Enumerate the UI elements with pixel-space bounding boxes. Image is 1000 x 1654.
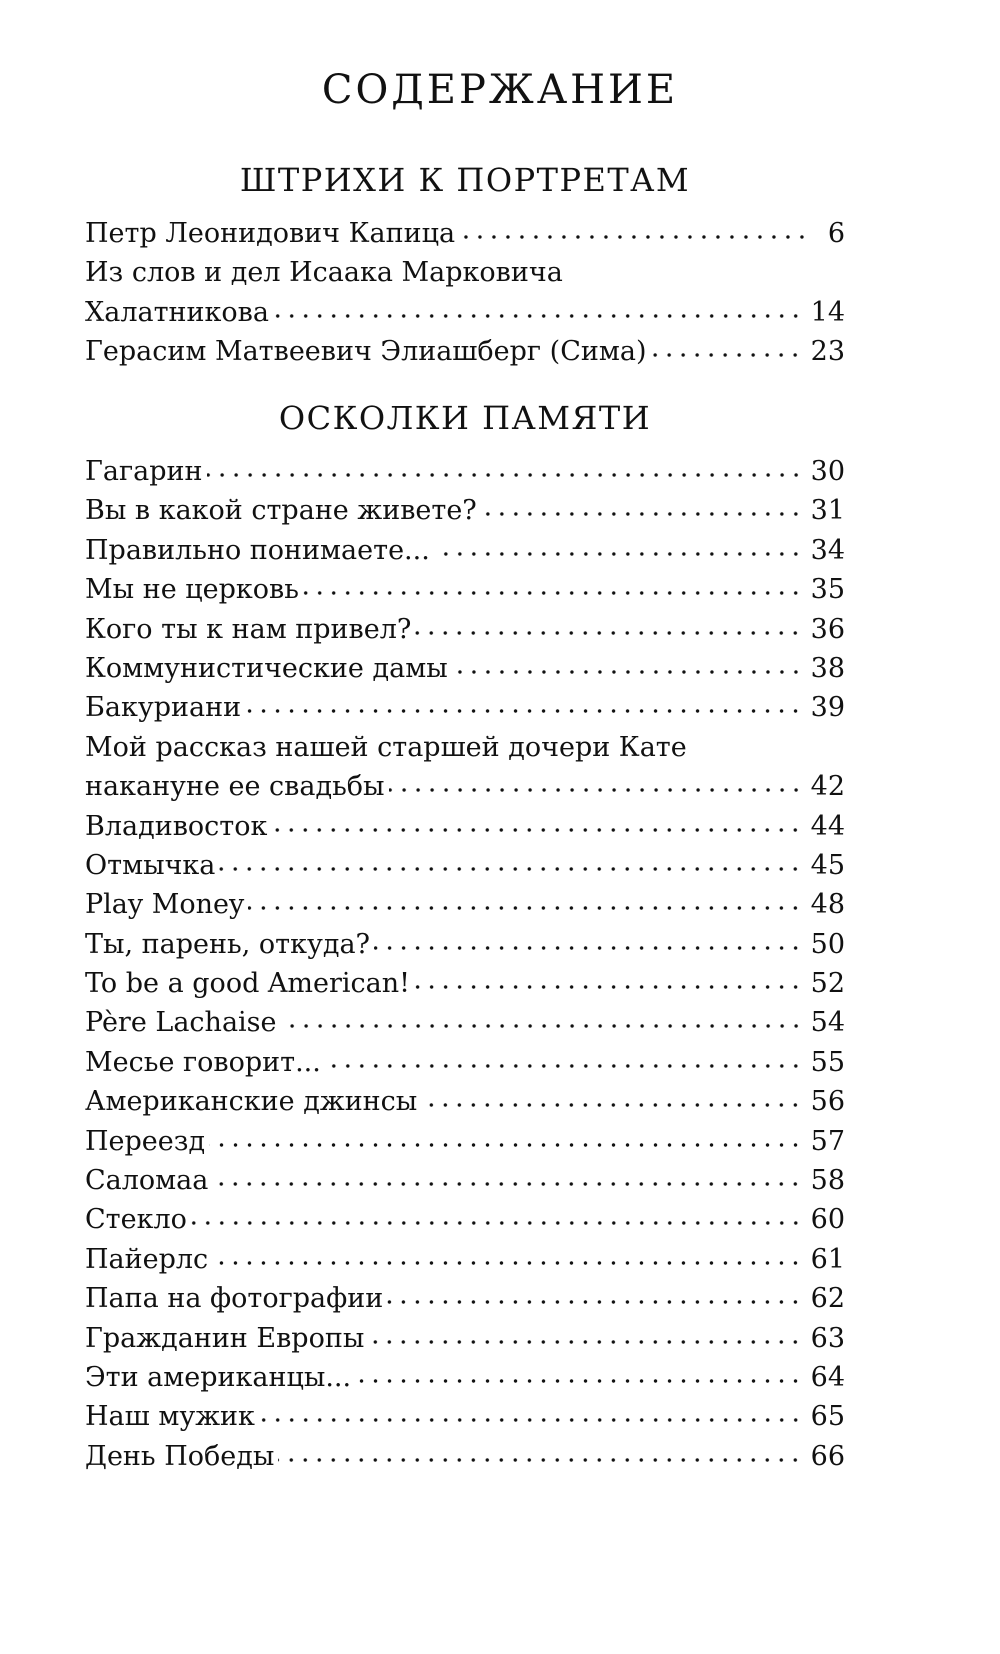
toc-entry[interactable] (85, 964, 845, 1003)
toc-entry[interactable] (85, 767, 845, 806)
toc-entry[interactable] (85, 1279, 845, 1318)
toc-entry[interactable] (85, 1200, 845, 1239)
toc-entry[interactable] (85, 1397, 845, 1436)
toc-entry-page-number: 54 (810, 1007, 845, 1039)
dot-leader (389, 787, 803, 793)
dot-leader (212, 1260, 802, 1266)
toc-entry-title: Эти американцы... (85, 1361, 352, 1393)
toc-entry-title: Наш мужик (85, 1401, 255, 1433)
toc-entry-page-number: 60 (810, 1204, 845, 1236)
toc-entry-title: Ты, парень, откуда? (85, 928, 371, 960)
toc-entry-title: Коммунистические дамы (85, 652, 448, 684)
toc-entry-page-number: 66 (810, 1440, 845, 1472)
toc-entry[interactable] (85, 570, 845, 609)
toc-entries (85, 214, 845, 372)
toc-entry-page-number: 42 (810, 771, 845, 803)
dot-leader (248, 905, 802, 911)
toc-entry[interactable] (85, 332, 845, 371)
dot-leader (414, 984, 803, 990)
dot-leader (415, 630, 802, 636)
toc-entry-title: Гагарин (85, 456, 203, 487)
dot-leader (452, 669, 803, 675)
toc-entry-page-number: 34 (810, 534, 845, 566)
toc-entry-page-number: 35 (810, 574, 845, 606)
toc-entry-title: накануне ее свадьбы (85, 771, 385, 803)
toc-entry[interactable] (85, 610, 845, 649)
toc-entry[interactable] (85, 885, 845, 924)
dot-leader (368, 1339, 802, 1345)
toc-entry-page-number: 36 (810, 613, 845, 645)
section-heading: ШТРИХИ К ПОРТРЕТАМ (239, 161, 691, 199)
toc-entry[interactable] (85, 1122, 845, 1161)
toc-entry-title: Из слов и дел Исаака Марковича (85, 257, 563, 289)
dot-leader (245, 708, 803, 714)
toc-entry-title: Play Money (85, 889, 245, 921)
toc-entry[interactable] (85, 531, 845, 570)
dot-leader (281, 1023, 803, 1029)
page-title: СОДЕРЖАНИЕ (321, 67, 679, 113)
dot-leader (481, 511, 803, 517)
toc-entry-page-number: 55 (810, 1046, 845, 1078)
toc-entry-title: Халатникова (85, 296, 269, 328)
toc-entry-title: Отмычка (85, 849, 216, 881)
toc-entry-title: Переезд (85, 1125, 206, 1157)
toc-entry-title-first-line[interactable] (85, 728, 845, 767)
dot-leader (271, 827, 802, 833)
toc-entry-title: Владивосток (85, 810, 268, 842)
toc-entry[interactable] (85, 688, 845, 727)
dot-leader (303, 590, 803, 596)
toc-entry-title: День Победы (85, 1440, 275, 1472)
toc-entry-page-number: 45 (810, 849, 845, 881)
dot-leader (219, 866, 802, 872)
toc-entry[interactable] (85, 1043, 845, 1082)
dot-leader (259, 1417, 803, 1423)
dot-leader (191, 1220, 803, 1226)
dot-leader (374, 945, 803, 951)
dot-leader (273, 313, 803, 319)
toc-entry-title: To be a good American! (85, 968, 411, 1000)
toc-entry-page-number: 30 (810, 456, 845, 487)
toc-entry-title: Кого ты к нам привел? (85, 613, 412, 645)
toc-entry[interactable] (85, 846, 845, 885)
toc-entry-page-number: 63 (810, 1322, 845, 1354)
toc-entry-title: Папа на фотографии (85, 1283, 384, 1315)
toc-entry-page-number: 52 (810, 968, 845, 1000)
toc-entry[interactable] (85, 293, 845, 332)
dot-leader (325, 1063, 803, 1069)
toc-entry-title: Петр Леонидович Капица (85, 218, 456, 249)
toc-entry-page-number: 64 (810, 1361, 845, 1393)
section-heading: ОСКОЛКИ ПАМЯТИ (278, 399, 652, 437)
dot-leader (650, 352, 802, 358)
toc-entry[interactable] (85, 1240, 845, 1279)
dot-leader (421, 1102, 802, 1108)
dot-leader (387, 1299, 802, 1305)
toc-entry-title: Правильно понимаете... (85, 534, 430, 566)
toc-entry-page-number: 14 (810, 296, 845, 328)
toc-entry-page-number: 62 (810, 1283, 845, 1315)
toc-entry-page-number: 6 (827, 218, 845, 249)
dot-leader (355, 1378, 803, 1384)
toc-entry-page-number: 56 (810, 1086, 845, 1118)
toc-entry-title: Гражданин Европы (85, 1322, 365, 1354)
toc-entry[interactable] (85, 649, 845, 688)
toc-entry-page-number: 39 (810, 692, 845, 724)
dot-leader (278, 1457, 802, 1463)
toc-entry[interactable] (85, 1358, 845, 1397)
dot-leader (209, 1142, 803, 1148)
toc-entry-title: Американские джинсы (85, 1086, 418, 1118)
toc-entry-title-first-line[interactable] (85, 253, 845, 292)
toc-entry[interactable] (85, 491, 845, 530)
toc-entry[interactable] (85, 925, 845, 964)
toc-entry[interactable] (85, 1003, 845, 1042)
toc-entry[interactable] (85, 1161, 845, 1200)
toc-entry-page-number: 57 (810, 1125, 845, 1157)
toc-entry-title: Месье говорит... (85, 1046, 321, 1078)
toc-entry-title: Бакуриани (85, 692, 242, 724)
toc-entry-page-number: 23 (810, 336, 845, 368)
toc-entry[interactable] (85, 1319, 845, 1358)
toc-entry-title: Мы не церковь (85, 574, 299, 606)
toc-entry-title: Стекло (85, 1204, 187, 1236)
toc-entry-page-number: 44 (810, 810, 845, 842)
toc-entry-title: Пайерлс (85, 1243, 209, 1275)
dot-leader (207, 472, 803, 478)
toc-entry[interactable] (85, 452, 845, 491)
toc-entry[interactable] (85, 1437, 845, 1476)
dot-leader (434, 551, 803, 557)
toc-entry-page-number: 58 (810, 1165, 845, 1197)
toc-entry-title: Саломаа (85, 1165, 209, 1197)
toc-entry-title: Мой рассказ нашей старшей дочери Кате (85, 731, 687, 763)
toc-entry-page-number: 48 (810, 889, 845, 921)
toc-entries (85, 452, 845, 1476)
toc-entry-page-number: 38 (810, 652, 845, 684)
dot-leader (459, 234, 809, 240)
toc-entry[interactable] (85, 807, 845, 846)
toc-entry[interactable] (85, 214, 845, 253)
dot-leader (212, 1181, 802, 1187)
toc-entry-title: Вы в какой стране живете? (85, 495, 477, 527)
toc-entry-title: Герасим Матвеевич Элиашберг (Сима) (85, 336, 647, 368)
toc-entry-page-number: 31 (810, 495, 845, 527)
toc-entry-title: Père Lachaise (85, 1007, 277, 1039)
toc-entry[interactable] (85, 1082, 845, 1121)
toc-entry-page-number: 65 (810, 1401, 845, 1433)
toc-entry-page-number: 61 (810, 1243, 845, 1275)
toc-entry-page-number: 50 (810, 928, 845, 960)
